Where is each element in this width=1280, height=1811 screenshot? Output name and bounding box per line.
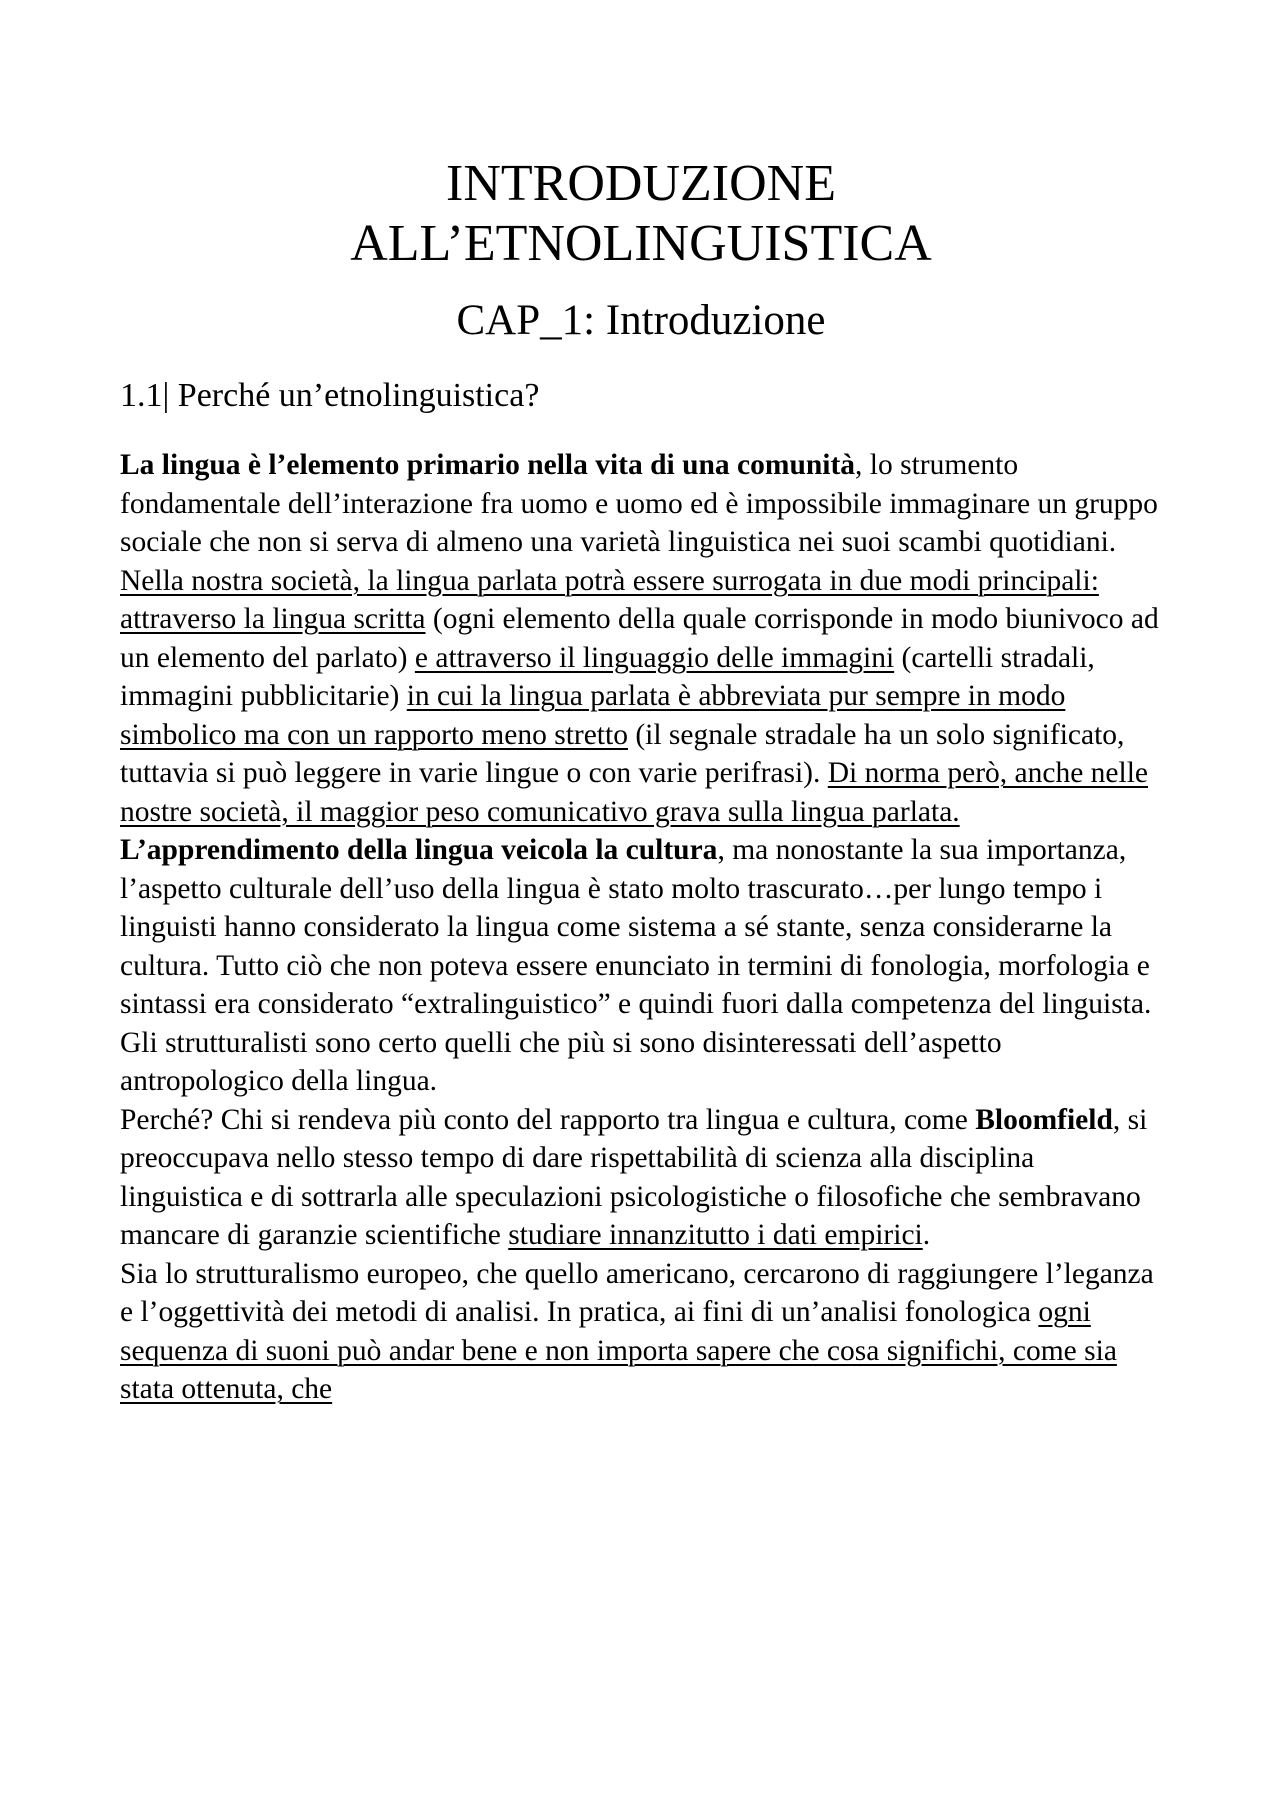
chapter-title: CAP_1: Introduzione bbox=[456, 297, 826, 344]
underlined-phrase: Di norma però, anche nelle nostre società, il maggior peso comunicativo grava sulla lingua parlata. bbox=[120, 757, 1149, 828]
underlined-phrase: e attraverso il linguaggio delle immagini bbox=[414, 641, 895, 674]
section-title: 1.1| Perché un’etnolinguistica? bbox=[120, 377, 540, 414]
underlined-phrase: studiare innanzitutto i dati empirici bbox=[508, 1219, 923, 1251]
paragraph-3 bbox=[120, 831, 1162, 1024]
text-run: (il segnale stradale ha un solo significato, tuttavia si può leggere in varie lingue o con varie perifrasi). bbox=[120, 718, 1125, 789]
text-run: Perché? Chi si rendeva più conto del rapporto tra lingua e cultura, come bbox=[120, 1103, 976, 1136]
paragraph-5 bbox=[120, 1101, 1162, 1255]
document-title bbox=[120, 0, 1162, 274]
text-run: Sia lo strutturalismo europeo, che quello americano, cercarono di raggiungere l’leganza e l’oggettività dei metodi di analisi. In pratica, ai fini di un’analisi fonologica bbox=[120, 1257, 1154, 1328]
underlined-phrase: ogni sequenza di suoni può andar bene e non importa sapere che cosa significhi, come sia stata ottenuta, che bbox=[120, 1296, 1117, 1405]
bold-phrase: L’apprendimento della lingua veicola la cultura bbox=[120, 834, 718, 866]
bold-name: Bloomfield bbox=[975, 1103, 1113, 1136]
title-line-1: INTRODUZIONE bbox=[446, 155, 836, 212]
underlined-phrase: Nella nostra società, la lingua parlata potrà essere surrogata in due modi principali: attraverso la lingua scritta bbox=[120, 564, 1099, 635]
title-line-2: ALL’ETNOLINGUISTICA bbox=[350, 215, 932, 272]
paragraph-2 bbox=[120, 562, 1162, 832]
paragraph-4: Gli strutturalisti sono certo quelli che più si sono disinteressati dell’aspetto antropologico della lingua. bbox=[120, 1026, 1002, 1097]
bold-phrase: La lingua è l’elemento primario nella vita di una comunità bbox=[120, 449, 856, 481]
paragraph-1 bbox=[120, 446, 1162, 562]
underlined-phrase: in cui la lingua parlata è abbreviata pur sempre in modo simbolico ma con un rapporto meno stretto bbox=[120, 680, 1066, 751]
text-run: (cartelli stradali, immagini pubblicitarie) bbox=[120, 641, 1095, 712]
paragraph-6 bbox=[120, 1255, 1162, 1409]
text-run: . bbox=[922, 1219, 931, 1251]
text-run: (ogni elemento della quale corrisponde in modo biunivoco ad un elemento del parlato) bbox=[120, 603, 1159, 674]
text-run: , ma nonostante la sua importanza, l’aspetto culturale dell’uso della lingua è stato molto trascurato…per lungo tempo i linguisti hanno considerato la lingua come sistema a sé stante, senza considerarne la cultura. Tutto ciò che non poteva essere enunciato in termini di fonologia, morfologia e sintassi era considerato “extralinguistico” e quindi fuori dalla competenza del linguista. bbox=[120, 834, 1152, 1020]
body-text bbox=[120, 446, 1162, 1409]
text-run: , si preoccupava nello stesso tempo di dare rispettabilità di scienza alla disciplina linguistica e di sottrarla alle speculazioni psicologistiche o filosofiche che sembravano mancare di garanzie scientifiche bbox=[120, 1103, 1148, 1251]
text-run: , lo strumento fondamentale dell’interazione fra uomo e uomo ed è impossibile immaginare un gruppo sociale che non si serva di almeno una varietà linguistica nei suoi scambi quotidiani. bbox=[120, 449, 1158, 558]
